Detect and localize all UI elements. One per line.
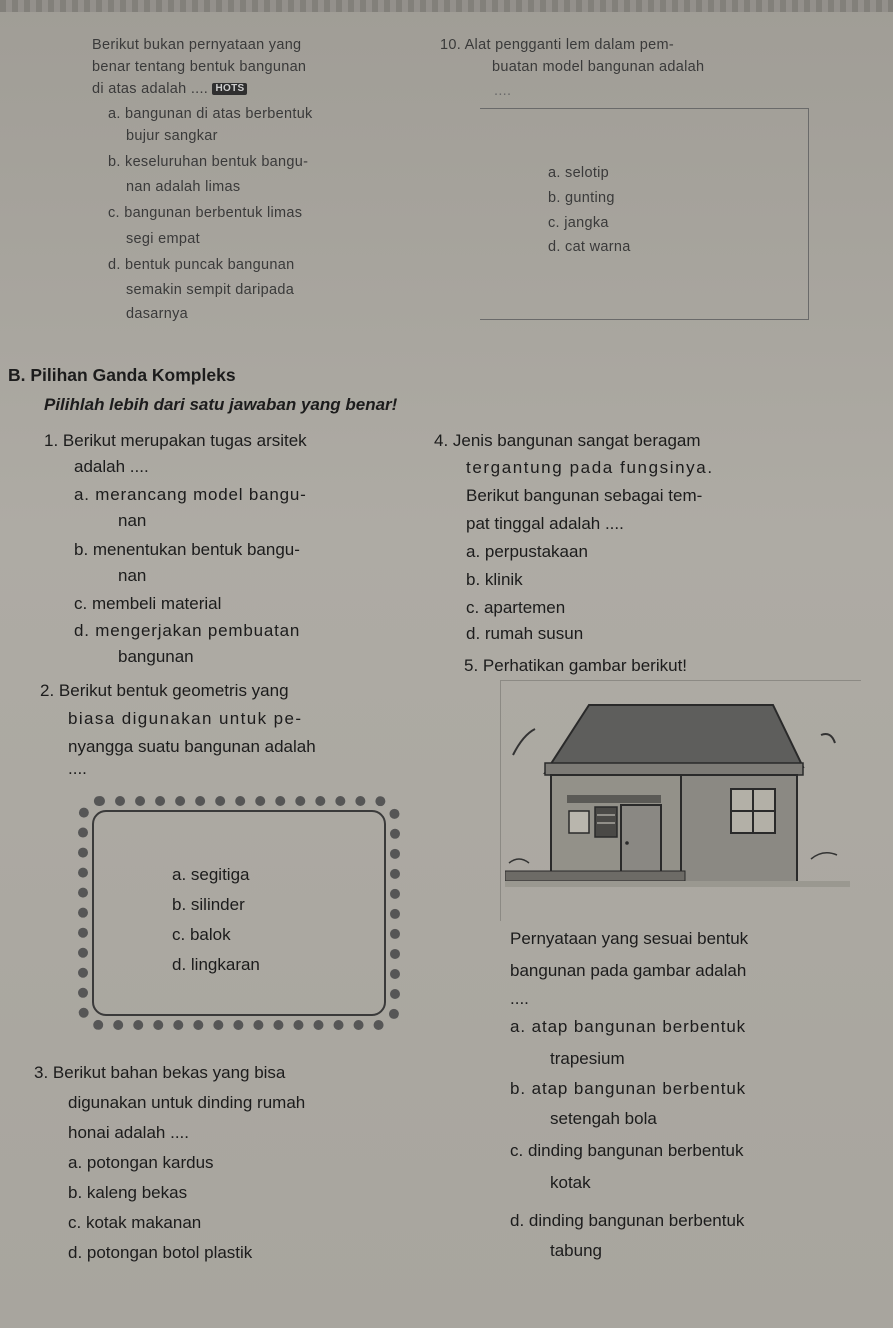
q1-line1: 1. Berikut merupakan tugas arsitek xyxy=(44,431,307,450)
q3-option-c: c. kotak makanan xyxy=(68,1213,202,1232)
q1-option-d2: bangunan xyxy=(118,647,194,666)
q5-option-d1: d. dinding bangunan berbentuk xyxy=(510,1211,745,1230)
q9-line3: di atas adalah .... HOTS xyxy=(92,82,247,97)
q4-line3: Berikut bangunan sebagai tem- xyxy=(466,486,703,505)
q2-option-d: d. lingkaran xyxy=(172,955,260,974)
q4-line2: tergantung pada fungsinya. xyxy=(466,458,714,477)
q9-option-a1: a. bangunan di atas berbentuk xyxy=(108,106,313,122)
q9-option-a2: bujur sangkar xyxy=(126,128,218,144)
q10-option-a: a. selotip xyxy=(548,165,610,181)
q1-option-c: c. membeli material xyxy=(74,594,222,613)
q1-option-b1: b. menentukan bentuk bangu- xyxy=(74,540,300,559)
q4-line4: pat tinggal adalah .... xyxy=(466,514,624,533)
section-title: B. Pilihan Ganda Kompleks xyxy=(8,365,236,385)
section-instruction: Pilihlah lebih dari satu jawaban yang benar! xyxy=(44,395,398,414)
q3-line1: 3. Berikut bahan bekas yang bisa xyxy=(34,1063,286,1082)
q9-option-d3: dasarnya xyxy=(126,306,189,322)
q9-option-c1: c. bangunan berbentuk limas xyxy=(108,205,303,221)
house-illustration-icon xyxy=(505,695,850,915)
q2-line2: biasa digunakan untuk pe- xyxy=(68,709,303,728)
q9-option-c2: segi empat xyxy=(126,231,200,247)
top-edge xyxy=(0,0,893,12)
q5-option-d2: tabung xyxy=(550,1241,602,1260)
q10-dots: .... xyxy=(494,83,512,99)
q9-line2: benar tentang bentuk bangunan xyxy=(92,59,307,75)
q5-option-a1: a. atap bangunan berbentuk xyxy=(510,1017,747,1036)
q5-option-b1: b. atap bangunan berbentuk xyxy=(510,1079,747,1098)
q2-option-a: a. segitiga xyxy=(172,865,250,884)
q4-option-a: a. perpustakaan xyxy=(466,542,588,561)
q1-line2: adalah .... xyxy=(74,457,149,476)
q10-option-d: d. cat warna xyxy=(548,239,631,255)
q5-option-c2: kotak xyxy=(550,1173,591,1192)
q4-option-b: b. klinik xyxy=(466,570,523,589)
q5-line1: 5. Perhatikan gambar berikut! xyxy=(464,656,688,675)
q5-line2: Pernyataan yang sesuai bentuk xyxy=(510,929,749,948)
q3-option-b: b. kaleng bekas xyxy=(68,1183,188,1202)
q2-option-b: b. silinder xyxy=(172,895,245,914)
q1-option-b2: nan xyxy=(118,566,147,585)
q3-line3: honai adalah .... xyxy=(68,1123,189,1142)
q10-options-box xyxy=(480,108,809,320)
q2-line1: 2. Berikut bentuk geometris yang xyxy=(40,681,289,700)
q4-option-c: c. apartemen xyxy=(466,598,566,617)
q1-option-a1: a. merancang model bangu- xyxy=(74,485,307,504)
q10-option-c: c. jangka xyxy=(548,215,609,231)
q5-option-b2: setengah bola xyxy=(550,1109,657,1128)
q5-option-a2: trapesium xyxy=(550,1049,625,1068)
hots-chip: HOTS xyxy=(212,83,247,95)
q5-line3: bangunan pada gambar adalah xyxy=(510,961,747,980)
q9-line1: Berikut bukan pernyataan yang xyxy=(92,37,302,53)
q3-line2: digunakan untuk dinding rumah xyxy=(68,1093,306,1112)
q9-option-d1: d. bentuk puncak bangunan xyxy=(108,257,295,273)
q3-option-d: d. potongan botol plastik xyxy=(68,1243,253,1262)
q9-option-d2: semakin sempit daripada xyxy=(126,282,295,298)
q1-option-d1: d. mengerjakan pembuatan xyxy=(74,621,301,640)
q2-option-c: c. balok xyxy=(172,925,231,944)
q2-line3: nyangga suatu bangunan adalah xyxy=(68,737,316,756)
q4-line1: 4. Jenis bangunan sangat beragam xyxy=(434,431,701,450)
q10-option-b: b. gunting xyxy=(548,190,615,206)
q5-line4: .... xyxy=(510,989,529,1008)
q2-line4: .... xyxy=(68,759,87,778)
q5-option-c1: c. dinding bangunan berbentuk xyxy=(510,1141,744,1160)
q1-option-a2: nan xyxy=(118,511,147,530)
q10-line1: 10. Alat pengganti lem dalam pem- xyxy=(440,37,674,53)
q4-option-d: d. rumah susun xyxy=(466,624,584,643)
q9-option-b1: b. keseluruhan bentuk bangu- xyxy=(108,154,309,170)
q10-line2: buatan model bangunan adalah xyxy=(492,59,705,75)
q3-option-a: a. potongan kardus xyxy=(68,1153,214,1172)
q9-option-b2: nan adalah limas xyxy=(126,179,241,195)
